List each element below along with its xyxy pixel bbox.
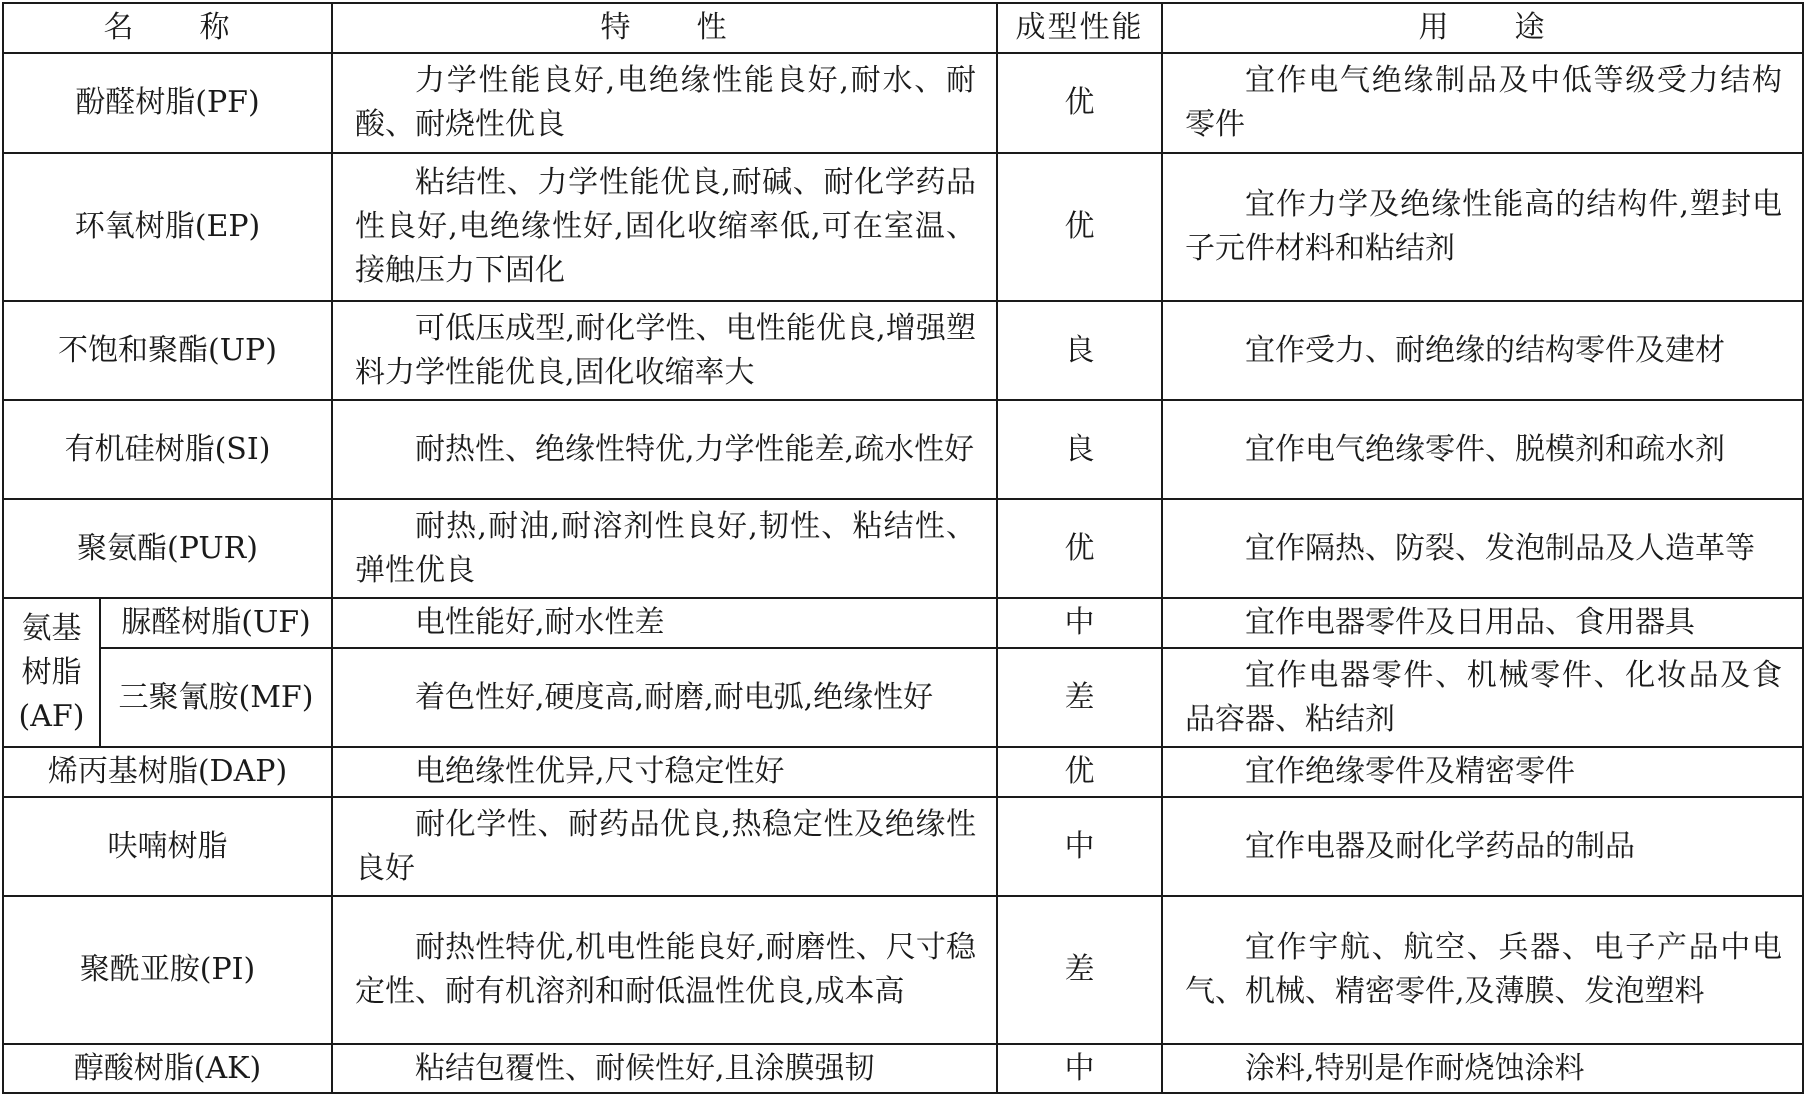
molding-rating: 良 <box>997 400 1162 499</box>
resin-group-label <box>3 598 100 747</box>
resin-name: 聚酰亚胺(PI) <box>3 896 332 1044</box>
molding-rating: 中 <box>997 598 1162 648</box>
resin-uses: 宜作电器及耐化学药品的制品 <box>1162 797 1803 896</box>
resin-name: 有机硅树脂(SI) <box>3 400 332 499</box>
resin-uses: 涂料,特别是作耐烧蚀涂料 <box>1162 1044 1803 1093</box>
table-row <box>3 797 1803 896</box>
header-properties: 特 性 <box>332 3 997 53</box>
molding-rating: 优 <box>997 747 1162 797</box>
resin-properties: 电绝缘性优异,尺寸稳定性好 <box>332 747 997 797</box>
resin-properties: 耐热性、绝缘性特优,力学性能差,疏水性好 <box>332 400 997 499</box>
resin-properties: 粘结性、力学性能优良,耐碱、耐化学药品性良好,电绝缘性好,固化收缩率低,可在室温、接触压力下固化 <box>332 153 997 301</box>
resin-uses: 宜作电气绝缘零件、脱模剂和疏水剂 <box>1162 400 1803 499</box>
resin-uses: 宜作电器零件、机械零件、化妆品及食品容器、粘结剂 <box>1162 648 1803 747</box>
group-label-line: 树脂 <box>21 654 82 690</box>
table-row <box>3 747 1803 797</box>
table-row <box>3 1044 1803 1093</box>
table-row <box>3 301 1803 400</box>
resin-name: 三聚氰胺(MF) <box>100 648 332 747</box>
resin-uses: 宜作电气绝缘制品及中低等级受力结构零件 <box>1162 53 1803 153</box>
resin-name: 酚醛树脂(PF) <box>3 53 332 153</box>
resin-properties: 可低压成型,耐化学性、电性能优良,增强塑料力学性能优良,固化收缩率大 <box>332 301 997 400</box>
resin-name: 醇酸树脂(AK) <box>3 1044 332 1093</box>
header-uses: 用 途 <box>1162 3 1803 53</box>
table-row <box>3 53 1803 153</box>
resin-name: 烯丙基树脂(DAP) <box>3 747 332 797</box>
resin-uses: 宜作绝缘零件及精密零件 <box>1162 747 1803 797</box>
molding-rating: 差 <box>997 648 1162 747</box>
table-row <box>3 598 1803 648</box>
molding-rating: 良 <box>997 301 1162 400</box>
resin-name: 聚氨酯(PUR) <box>3 499 332 598</box>
thermoset-properties-table <box>2 2 1804 1094</box>
resin-properties: 力学性能良好,电绝缘性能良好,耐水、耐酸、耐烧性优良 <box>332 53 997 153</box>
table-row <box>3 648 1803 747</box>
molding-rating: 优 <box>997 53 1162 153</box>
group-label-line: 氨基 <box>21 610 82 646</box>
resin-properties: 着色性好,硬度高,耐磨,耐电弧,绝缘性好 <box>332 648 997 747</box>
resin-name: 呋喃树脂 <box>3 797 332 896</box>
table-row <box>3 499 1803 598</box>
molding-rating: 差 <box>997 896 1162 1044</box>
resin-name: 环氧树脂(EP) <box>3 153 332 301</box>
table-row <box>3 400 1803 499</box>
molding-rating: 中 <box>997 1044 1162 1093</box>
resin-properties: 电性能好,耐水性差 <box>332 598 997 648</box>
molding-rating: 中 <box>997 797 1162 896</box>
table-row <box>3 896 1803 1044</box>
resin-uses: 宜作隔热、防裂、发泡制品及人造革等 <box>1162 499 1803 598</box>
table-row <box>3 153 1803 301</box>
header-name: 名 称 <box>3 3 332 53</box>
resin-uses: 宜作电器零件及日用品、食用器具 <box>1162 598 1803 648</box>
table-header-row <box>3 3 1803 53</box>
molding-rating: 优 <box>997 153 1162 301</box>
resin-name: 脲醛树脂(UF) <box>100 598 332 648</box>
resin-uses: 宜作力学及绝缘性能高的结构件,塑封电子元件材料和粘结剂 <box>1162 153 1803 301</box>
resin-uses: 宜作宇航、航空、兵器、电子产品中电气、机械、精密零件,及薄膜、发泡塑料 <box>1162 896 1803 1044</box>
molding-rating: 优 <box>997 499 1162 598</box>
group-label-line: (AF) <box>18 698 85 734</box>
resin-properties: 耐热性特优,机电性能良好,耐磨性、尺寸稳定性、耐有机溶剂和耐低温性优良,成本高 <box>332 896 997 1044</box>
resin-uses: 宜作受力、耐绝缘的结构零件及建材 <box>1162 301 1803 400</box>
resin-properties: 耐化学性、耐药品优良,热稳定性及绝缘性良好 <box>332 797 997 896</box>
resin-properties: 粘结包覆性、耐候性好,且涂膜强韧 <box>332 1044 997 1093</box>
resin-properties: 耐热,耐油,耐溶剂性良好,韧性、粘结性、弹性优良 <box>332 499 997 598</box>
resin-name: 不饱和聚酯(UP) <box>3 301 332 400</box>
header-molding: 成型性能 <box>997 3 1162 53</box>
